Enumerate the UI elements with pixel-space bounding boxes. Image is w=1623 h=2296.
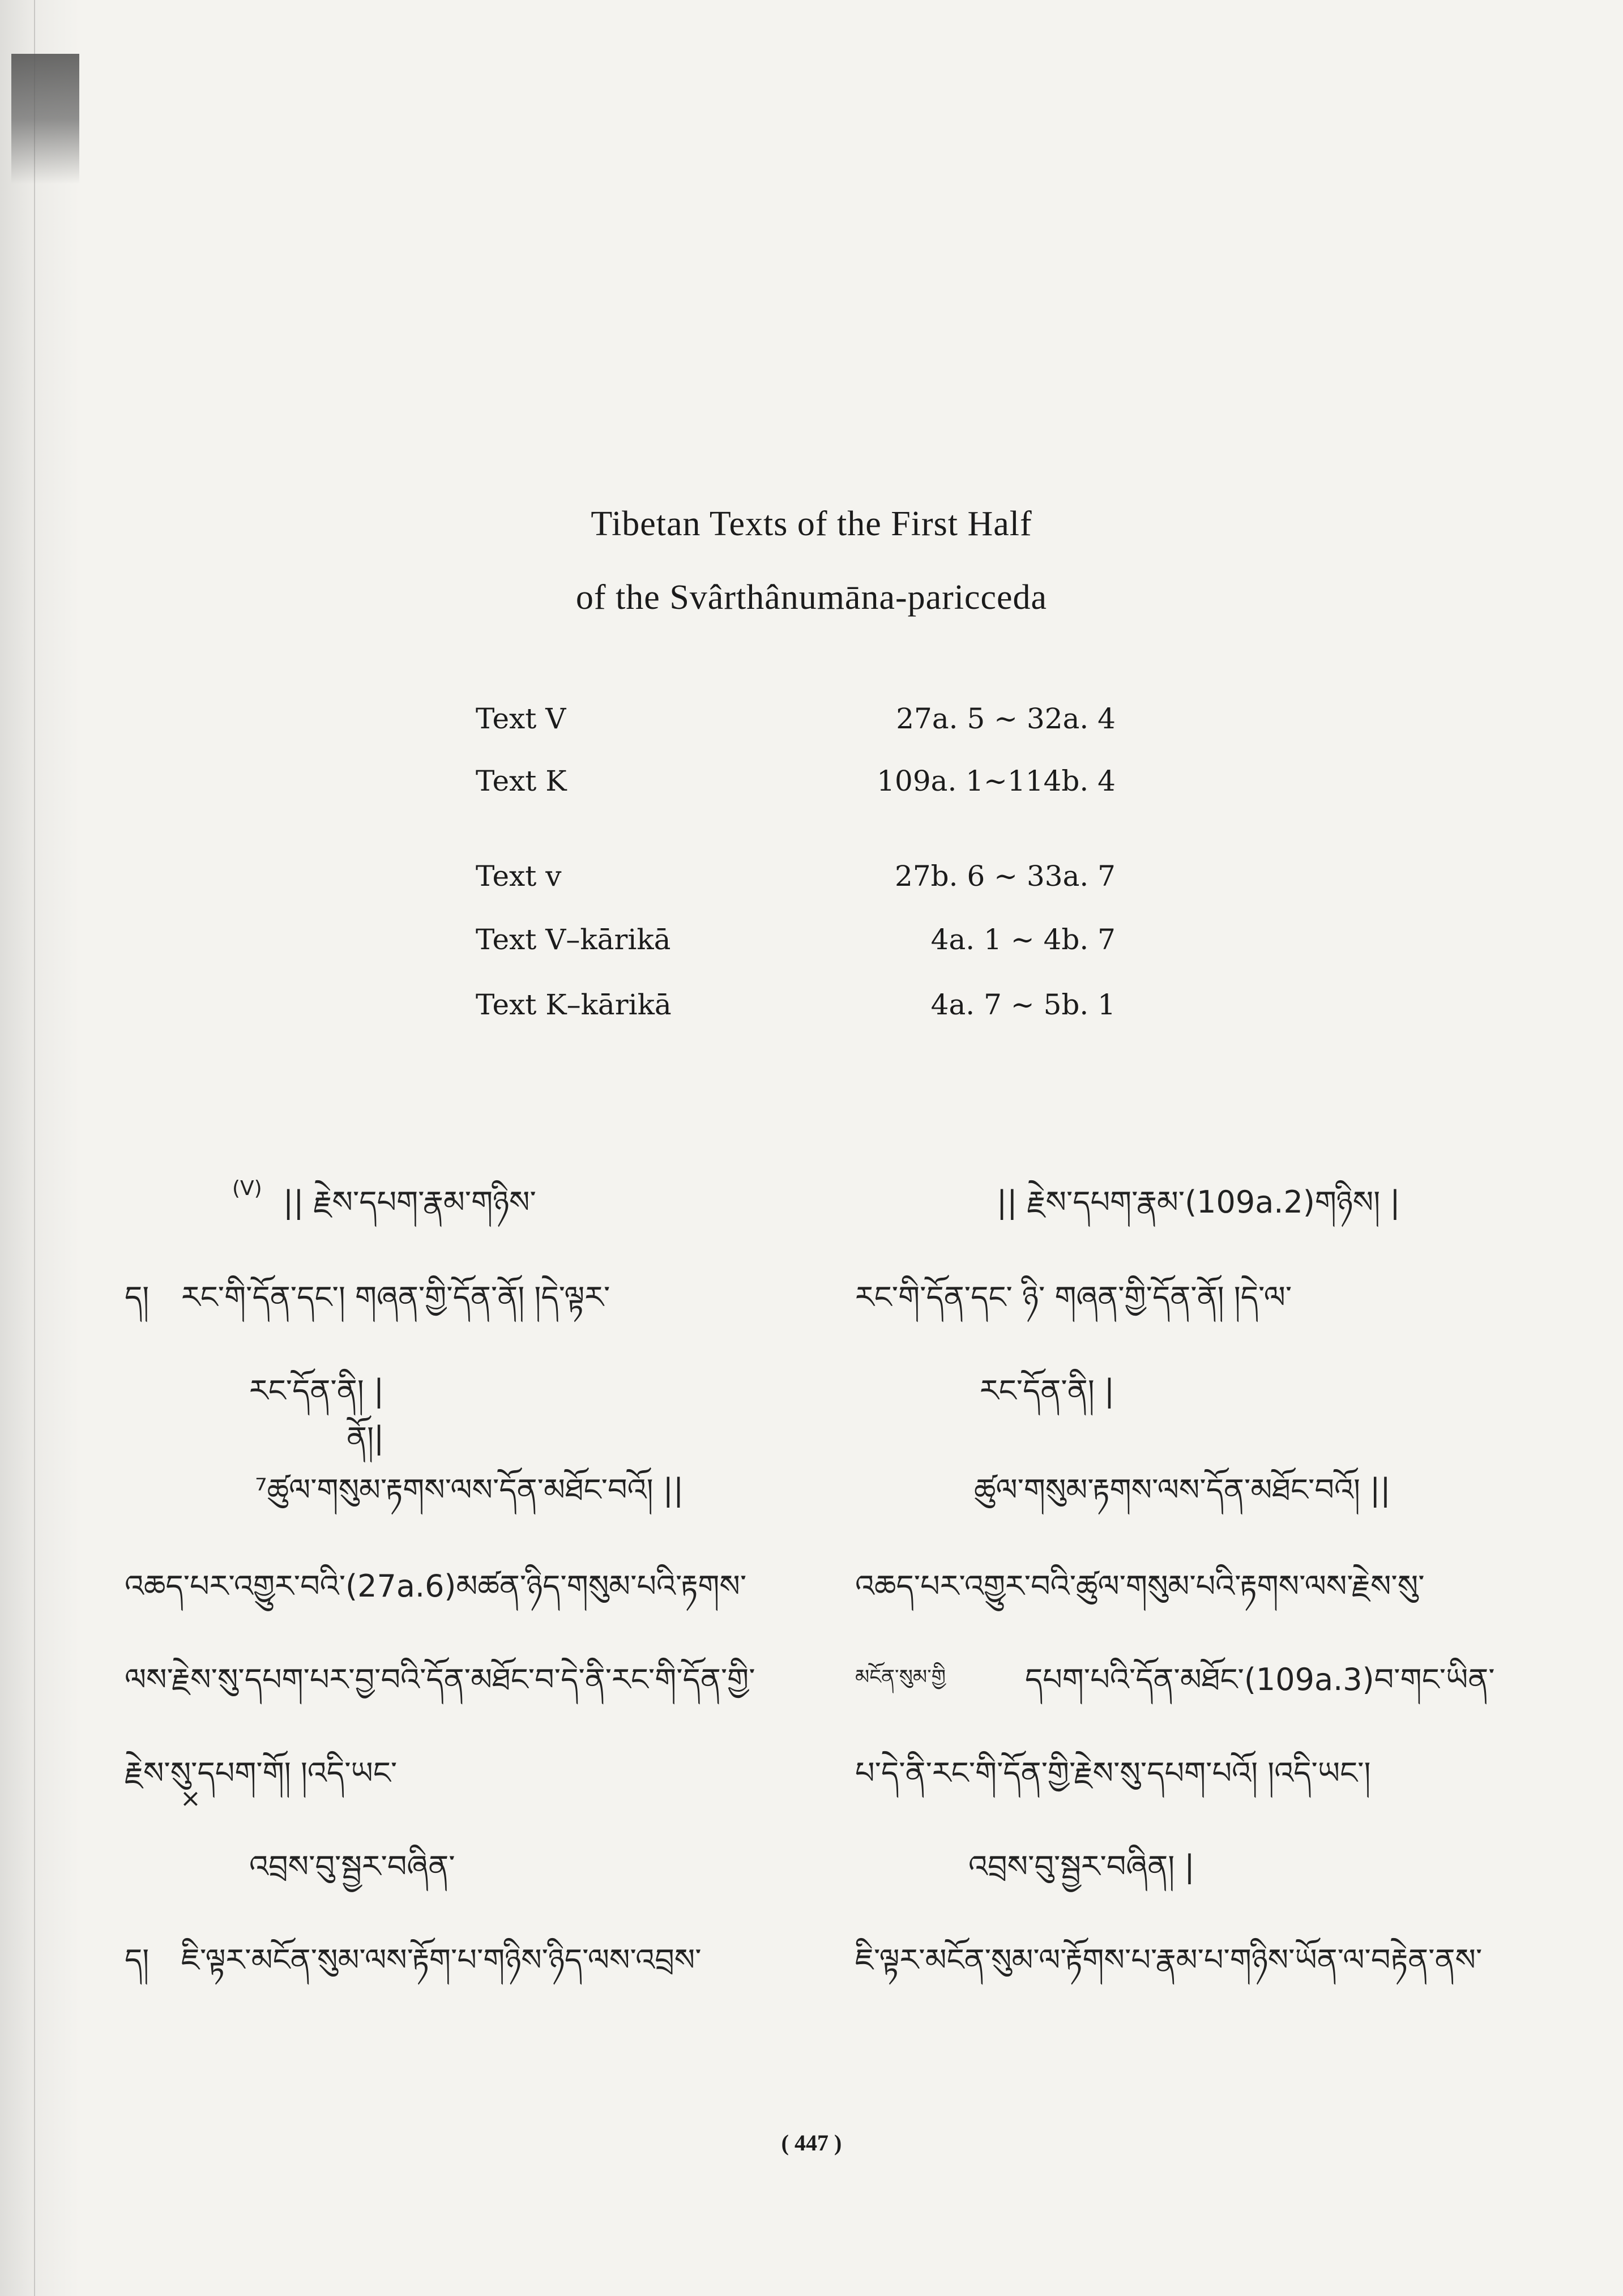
- left-line-9-marker: ད།: [125, 1942, 150, 1978]
- left-line-8: འབྲས་བུ་སྦྱར་བཞིན་: [249, 1849, 455, 1884]
- right-line-6-annotation: མངོན་སུམ་གྱི: [855, 1666, 946, 1689]
- right-line-6: དཔག་པའི་དོན་མཐོང་(109a.3)བ་གང་ཡིན་: [1025, 1662, 1495, 1697]
- left-folio-marker: (V): [232, 1177, 262, 1200]
- toc-row-text-k-karika: [476, 988, 1116, 1034]
- scan-corner-shadow: [11, 54, 79, 184]
- page-number: ( 447 ): [781, 2130, 842, 2156]
- right-line-2: རང་གི་དོན་དང་ ཉི་ གཞན་གྱི་དོན་ནོ། །དེ་ལ་: [855, 1279, 1292, 1315]
- toc-range: 27a. 5 ∼ 32a. 4: [896, 702, 1116, 735]
- right-line-4: ཚུལ་གསུམ་རྟགས་ལས་དོན་མཐོང་བའོ། ||: [974, 1472, 1391, 1508]
- left-line-1: || རྗེས་དཔག་རྣམ་གཉིས་: [283, 1184, 536, 1220]
- left-line-3-variant: ནོ།|: [347, 1420, 385, 1456]
- left-line-5: འཆད་པར་འགྱུར་བའི་(27a.6)མཚན་ཉིད་གསུམ་པའི་རྟགས་: [125, 1568, 747, 1604]
- scan-fold-line: [34, 0, 35, 2296]
- right-line-8: འབྲས་བུ་སྦྱར་བཞིན། |: [968, 1849, 1195, 1884]
- page-title-line1: Tibetan Texts of the First Half: [591, 505, 1032, 543]
- toc-label: Text V: [476, 702, 566, 735]
- right-line-9: ཇི་ལྟར་མངོན་སུམ་ལ་རྟོགས་པ་རྣམ་པ་གཉིས་ཡོན་ལ་བརྟེན་ནས་: [855, 1942, 1483, 1978]
- left-line-2: རང་གི་དོན་དང་། གཞན་གྱི་དོན་ནོ། །དེ་ལྟར་: [181, 1279, 610, 1315]
- left-line-7-cross-mark: ×: [180, 1784, 201, 1813]
- right-line-1: || རྗེས་དཔག་རྣམ་(109a.2)གཉིས། |: [997, 1184, 1400, 1220]
- toc-label: Text V–kārikā: [476, 923, 671, 956]
- toc-row-text-v-lower: [476, 860, 1116, 905]
- toc-label: Text K: [476, 765, 567, 797]
- left-line-3: རང་དོན་ནི། |: [249, 1373, 385, 1409]
- toc-row-text-v: [476, 702, 1116, 748]
- left-line-2-marker: ད།: [125, 1279, 150, 1315]
- right-line-5: འཆད་པར་འགྱུར་བའི་ཚུལ་གསུམ་པའི་རྟགས་ལས་རྗེས་སུ་: [855, 1568, 1425, 1604]
- toc-label: Text v: [476, 860, 562, 893]
- right-line-3: རང་དོན་ནི། |: [980, 1373, 1115, 1409]
- left-line-4: ⁷ཚུལ་གསུམ་རྟགས་ལས་དོན་མཐོང་བའོ། ||: [255, 1472, 684, 1508]
- left-line-9: ཇི་ལྟར་མངོན་སུམ་ལས་རྟོག་པ་གཉིས་ཉིད་ལས་འབྲས་: [181, 1942, 702, 1978]
- toc-row-text-v-karika: [476, 923, 1116, 968]
- toc-range: 109a. 1∼114b. 4: [877, 765, 1116, 797]
- toc-range: 27b. 6 ∼ 33a. 7: [895, 860, 1116, 893]
- right-line-7: པ་དེ་ནི་རང་གི་དོན་གྱི་རྗེས་སུ་དཔག་པའོ། །འདི་ཡང་།: [855, 1755, 1371, 1791]
- toc-range: 4a. 7 ∼ 5b. 1: [930, 988, 1116, 1021]
- scan-edge-shadow: [0, 0, 79, 2296]
- toc-row-text-k: [476, 765, 1116, 810]
- toc-range: 4a. 1 ∼ 4b. 7: [930, 923, 1116, 956]
- left-line-6: ལས་རྗེས་སུ་དཔག་པར་བྱ་བའི་དོན་མཐོང་བ་དེ་ནི་རང་གི་དོན་གྱི་: [125, 1662, 755, 1697]
- left-line-7: རྗེས་སུ་དཔག་གོ། །འདི་ཡང་: [125, 1755, 398, 1791]
- page-title-line2: of the Svârthânumāna-paricceda: [575, 578, 1048, 617]
- toc-label: Text K–kārikā: [476, 988, 672, 1021]
